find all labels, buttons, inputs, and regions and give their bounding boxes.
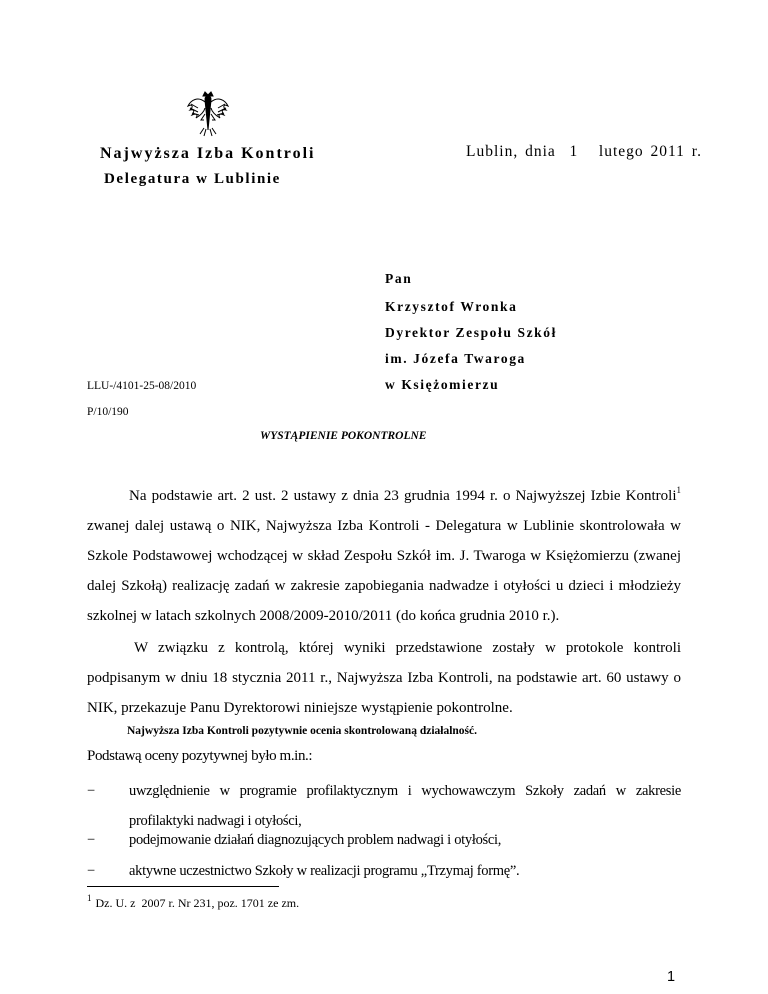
- bullet-text: uwzględnienie w programie profilaktycznym i wychowawczym Szkoły zadań w zakresie profilaktyki nadwagi i otyłości,: [129, 783, 681, 829]
- footnote-mark: 1: [87, 893, 92, 903]
- paragraph-2: W związku z kontrolą, której wyniki przedstawione zostały w protokole kontroli podpisanym w dniu 18 stycznia 2011 r., Najwyższa Izba Kontroli, na podstawie art. 60 ustawy o NIK, przekazuje Panu Dyrektorowi niniejsze wystąpienie pokontrolne.: [87, 640, 681, 716]
- paragraph-1: [87, 481, 681, 631]
- polish-eagle-emblem: [186, 90, 230, 140]
- bullet-item: [87, 825, 681, 855]
- bullet-item: [87, 856, 681, 886]
- footnote-reference: 1: [676, 485, 681, 495]
- recipient-line-school: im. Józefa Twaroga: [385, 351, 526, 366]
- bullet-dash: −: [87, 832, 95, 848]
- place-date: Lublin, dnia 1 lutego 2011 r.: [466, 143, 702, 160]
- recipient-line-title: Pan: [385, 271, 413, 286]
- paragraph-1-text-a: Na podstawie art. 2 ust. 2 ustawy z dnia 23 grudnia 1994 r. o Najwyższej Izbie Kontroli: [129, 488, 677, 504]
- basis-intro: Podstawą oceny pozytywnej było m.in.:: [87, 748, 313, 764]
- recipient-line-position: Dyrektor Zespołu Szkół: [385, 325, 557, 340]
- recipient-line-name: Krzysztof Wronka: [385, 299, 518, 314]
- program-reference: P/10/190: [87, 406, 129, 418]
- footnote: [87, 893, 299, 911]
- page-number: 1: [667, 969, 676, 985]
- footnote-separator: [87, 886, 279, 887]
- case-reference: LLU-/4101-25-08/2010: [87, 380, 197, 392]
- delegation-name: Delegatura w Lublinie: [104, 171, 281, 187]
- document-title: WYSTĄPIENIE POKONTROLNE: [260, 430, 427, 442]
- bullet-dash: −: [87, 783, 95, 799]
- verdict: Najwyższa Izba Kontroli pozytywnie ocenia skontrolowaną działalność.: [127, 725, 478, 737]
- organization-name: Najwyższa Izba Kontroli: [100, 145, 316, 162]
- footnote-text: Dz. U. z 2007 r. Nr 231, poz. 1701 ze zm.: [95, 896, 300, 910]
- bullet-text: aktywne uczestnictwo Szkoły w realizacji programu „Trzymaj formę”.: [129, 863, 520, 879]
- recipient-line-place: w Księżomierzu: [385, 377, 500, 392]
- bullet-text: podejmowanie działań diagnozujących problem nadwagi i otyłości,: [129, 832, 502, 848]
- paragraph-1-text-b: zwanej dalej ustawą o NIK, Najwyższa Izba Kontroli - Delegatura w Lublinie skontrolowała w Szkole Podstawowej wchodzącej w skład Zespołu Szkół im. J. Twaroga w Księżomierzu (zwanej dalej Szkołą) realizację zadań w zakresie zapobiegania nadwadze i otyłości u dzieci i młodzieży szkolnej w latach szkolnych 2008/2009-2010/2011 (do końca grudnia 2010 r.).: [87, 518, 681, 624]
- bullet-dash: −: [87, 863, 95, 879]
